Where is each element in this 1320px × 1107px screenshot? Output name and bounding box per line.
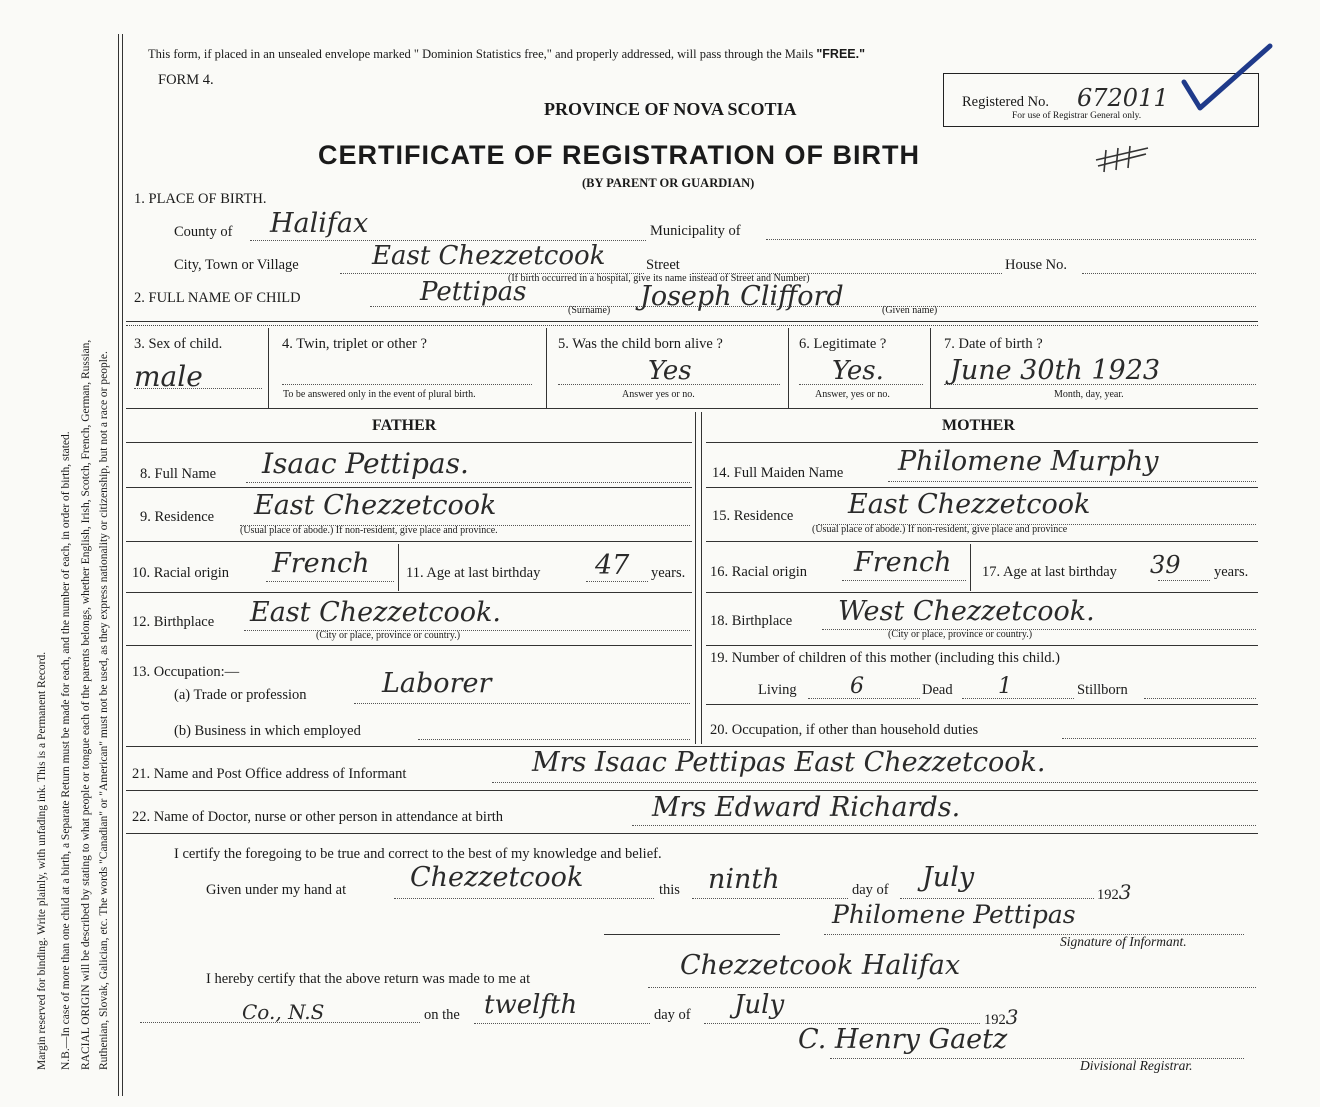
father-name-label: 8. Full Name — [140, 466, 217, 482]
father-trade-label: (a) Trade or profession — [174, 687, 307, 703]
informant-label: 21. Name and Post Office address of Informant — [132, 766, 407, 782]
child-name-label: 2. FULL NAME OF CHILD — [134, 290, 301, 306]
city-value: East Chezzetcook — [372, 241, 606, 271]
father-bp-label: 12. Birthplace — [132, 614, 215, 630]
given-place-value: Chezzetcook — [410, 862, 584, 893]
mother-heading: MOTHER — [942, 417, 1015, 434]
certificate-title: CERTIFICATE OF REGISTRATION OF BIRTH — [318, 140, 920, 170]
father-name-value: Isaac Pettipas. — [262, 447, 469, 480]
surname-note: (Surname) — [568, 305, 611, 316]
stillborn-label: Stillborn — [1077, 682, 1128, 698]
mother-age-value: 39 — [1150, 551, 1181, 579]
registrar-signature-label: Divisional Registrar. — [1080, 1058, 1193, 1073]
father-res-label: 9. Residence — [140, 509, 215, 525]
dead-label: Dead — [922, 682, 953, 698]
father-age-label: 11. Age at last birthday — [406, 565, 541, 581]
informant-signature: Philomene Pettipas — [832, 900, 1076, 929]
mail-notice: This form, if placed in an unsealed envelope marked " Dominion Statistics free," and properly addressed, will pass through the Mails "FREE." — [148, 47, 866, 61]
this-label: this — [659, 882, 680, 898]
twin-label: 4. Twin, triplet or other ? — [282, 336, 427, 352]
mother-race-label: 16. Racial origin — [710, 564, 808, 580]
registered-label: Registered No. — [962, 94, 1049, 110]
margin-racial-note-1: RACIAL ORIGIN will be described by stating to what people or tongue each of the parents belongs, whether English, Irish, Scotch, French, German, Russian, — [80, 339, 92, 1070]
child-surname: Pettipas — [420, 277, 527, 307]
mother-res-label: 15. Residence — [712, 508, 794, 524]
certify-day-of-label: day of — [852, 882, 889, 898]
binding-margin-line — [118, 34, 119, 1096]
mother-race-value: French — [854, 547, 952, 578]
registrar-place-value: Chezzetcook Halifax — [680, 950, 961, 981]
margin-binding-note: Margin reserved for binding. Write plainly, with unfading ink. This is a Permanent Record. — [36, 651, 48, 1070]
father-race-label: 10. Racial origin — [132, 565, 230, 581]
legit-note: Answer, yes or no. — [815, 389, 890, 400]
certificate-subtitle: (BY PARENT OR GUARDIAN) — [582, 176, 755, 190]
municipality-label: Municipality of — [650, 223, 741, 239]
certify-statement: I certify the foregoing to be true and correct to the best of my knowledge and belief. — [174, 846, 662, 862]
father-trade-value: Laborer — [382, 668, 492, 699]
father-bp-value: East Chezzetcook. — [250, 597, 501, 628]
living-value: 6 — [850, 674, 864, 699]
mother-bp-value: West Chezzetcook. — [838, 596, 1095, 627]
mother-name-label: 14. Full Maiden Name — [712, 465, 844, 481]
legit-label: 6. Legitimate ? — [799, 336, 887, 352]
living-label: Living — [758, 682, 797, 698]
attendant-label: 22. Name of Doctor, nurse or other person in attendance at birth — [132, 809, 504, 825]
province-heading: PROVINCE OF NOVA SCOTIA — [544, 99, 797, 119]
sex-value: male — [134, 360, 203, 393]
house-label: House No. — [1005, 257, 1068, 273]
registrar-on-label: on the — [424, 1007, 460, 1023]
mother-name-value: Philomene Murphy — [898, 446, 1159, 477]
father-race-value: French — [272, 548, 370, 579]
form-number: FORM 4. — [158, 72, 214, 88]
informant-value: Mrs Isaac Pettipas East Chezzetcook. — [532, 747, 1046, 778]
sex-label: 3. Sex of child. — [134, 336, 223, 352]
registrar-statement: I hereby certify that the above return was made to me at — [206, 971, 531, 987]
given-label: Given under my hand at — [206, 882, 347, 898]
street-label: Street — [646, 257, 680, 273]
mother-bp-note: (City or place, province or country.) — [888, 629, 1033, 640]
registrar-year: 1923 — [984, 1005, 1019, 1029]
city-label: City, Town or Village — [174, 257, 299, 273]
margin-racial-note-2: Ruthenian, Slovak, Galician, etc. The words "Canadian" or "American" must not be used, as they express nationality or citizenship, but not a race or people. — [98, 351, 110, 1070]
mother-age-years: years. — [1214, 564, 1249, 580]
registrar-day-of-label: day of — [654, 1007, 691, 1023]
county-label: County of — [174, 224, 233, 240]
given-name-note: (Given name) — [882, 305, 938, 316]
mother-children-label: 19. Number of children of this mother (including this child.) — [710, 650, 1060, 666]
mother-res-note: (Usual place of abode.) If non-resident, give place and province — [812, 524, 1068, 535]
father-age-years: years. — [651, 565, 686, 581]
county-value: Halifax — [270, 208, 369, 239]
alive-label: 5. Was the child born alive ? — [558, 336, 723, 352]
mother-bp-label: 18. Birthplace — [710, 613, 793, 629]
dob-value: June 30th 1923 — [950, 355, 1161, 386]
registrar-month-value: July — [734, 990, 785, 1020]
mother-occ-label: 20. Occupation, if other than household duties — [710, 722, 979, 738]
dob-note: Month, day, year. — [1054, 389, 1124, 400]
alive-note: Answer yes or no. — [622, 389, 695, 400]
certify-day-value: ninth — [708, 864, 780, 895]
registrar-use-note: For use of Registrar General only. — [1012, 111, 1142, 121]
dob-label: 7. Date of birth ? — [944, 336, 1043, 352]
father-heading: FATHER — [372, 417, 437, 434]
mother-age-label: 17. Age at last birthday — [982, 564, 1117, 580]
father-res-note: (Usual place of abode.) If non-resident, give place and province. — [240, 525, 498, 536]
registrar-signature: C. Henry Gaetz — [798, 1024, 1008, 1055]
child-given-name: Joseph Clifford — [640, 281, 844, 312]
certify-month-value: July — [922, 862, 975, 893]
attendant-value: Mrs Edward Richards. — [652, 792, 961, 823]
father-bp-note: (City or place, province or country.) — [316, 630, 461, 641]
dead-value: 1 — [998, 674, 1012, 699]
father-occ-label: 13. Occupation:— — [132, 664, 240, 680]
registrar-place-extra: Co., N.S — [242, 1000, 325, 1024]
checkmark-icon — [1178, 40, 1278, 115]
place-heading: 1. PLACE OF BIRTH. — [134, 191, 267, 207]
father-age-value: 47 — [595, 550, 630, 581]
father-business-label: (b) Business in which employed — [174, 723, 361, 739]
stamp-scribble-icon — [1092, 138, 1152, 174]
binding-margin-line-2 — [122, 34, 123, 1096]
registrar-day-value: twelfth — [484, 990, 578, 1020]
twin-note: To be answered only in the event of plural birth. — [283, 389, 476, 400]
father-res-value: East Chezzetcook — [254, 490, 497, 521]
hospital-note: (If birth occurred in a hospital, give its name instead of Street and Number) — [508, 273, 810, 284]
alive-value: Yes — [648, 356, 692, 386]
certify-year: 1923 — [1097, 880, 1132, 904]
registered-number: 672011 — [1077, 84, 1169, 112]
margin-nb-note: N.B.—In case of more than one child at a birth, a Separate Return must be made for each, and the number of each, in order of birth, stated. — [60, 431, 72, 1070]
informant-signature-label: Signature of Informant. — [1060, 934, 1187, 949]
mother-res-value: East Chezzetcook — [848, 489, 1091, 520]
legit-value: Yes. — [832, 356, 884, 386]
